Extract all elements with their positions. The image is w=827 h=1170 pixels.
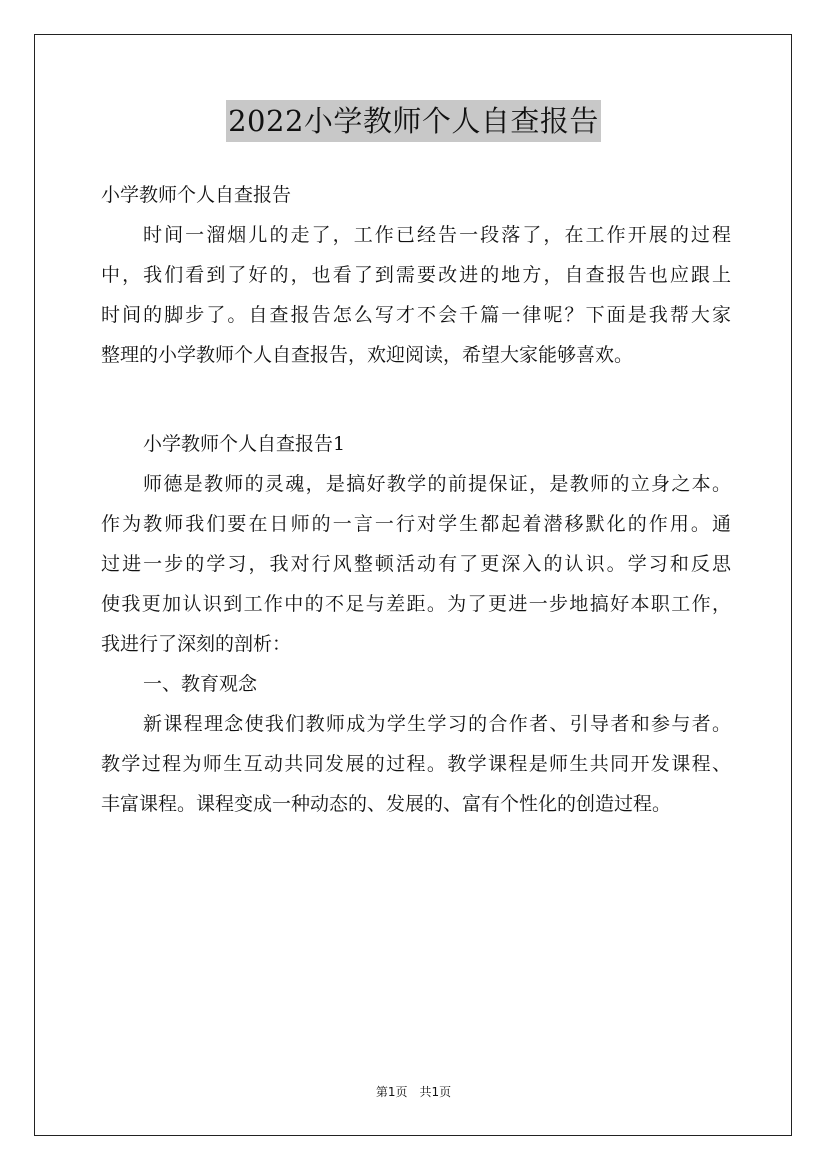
paragraph-line: 师德是教师的灵魂，是搞好教学的前提保证，是教师的立身之本。	[143, 473, 731, 495]
paragraph-line: 教学过程为师生互动共同发展的过程。教学课程是师生共同开发课程、	[101, 753, 731, 775]
paragraph-gap	[101, 375, 731, 424]
paragraph-line: 使我更加认识到工作中的不足与差距。为了更进一步地搞好本职工作，	[101, 593, 731, 615]
title-area	[0, 100, 827, 142]
paragraph-line: 作为教师我们要在日师的一言一行对学生都起着潜移默化的作用。通	[101, 513, 731, 535]
paragraph-line: 中，我们看到了好的，也看了到需要改进的地方，自查报告也应跟上	[101, 264, 731, 286]
section-heading: 小学教师个人自查报告1	[143, 433, 346, 455]
document-title: 2022小学教师个人自查报告	[226, 100, 601, 142]
paragraph-line: 我进行了深刻的剖析：	[101, 633, 292, 655]
document-body	[101, 175, 731, 824]
page-number: 第1页 共1页	[375, 1085, 452, 1099]
page-footer	[0, 1084, 827, 1100]
paragraph-line: 整理的小学教师个人自查报告，欢迎阅读，希望大家能够喜欢。	[101, 344, 634, 366]
subsection-heading: 一、教育观念	[143, 673, 258, 695]
paragraph-line: 丰富课程。课程变成一种动态的、发展的、富有个性化的创造过程。	[101, 793, 672, 815]
paragraph-line: 新课程理念使我们教师成为学生学习的合作者、引导者和参与者。	[143, 713, 731, 735]
paragraph-line: 时间一溜烟儿的走了，工作已经告一段落了，在工作开展的过程	[143, 224, 731, 246]
paragraph-line: 时间的脚步了。自查报告怎么写才不会千篇一律呢？下面是我帮大家	[101, 304, 731, 326]
document-subtitle: 小学教师个人自查报告	[101, 184, 292, 206]
paragraph-line: 过进一步的学习，我对行风整顿活动有了更深入的认识。学习和反思	[101, 553, 731, 575]
